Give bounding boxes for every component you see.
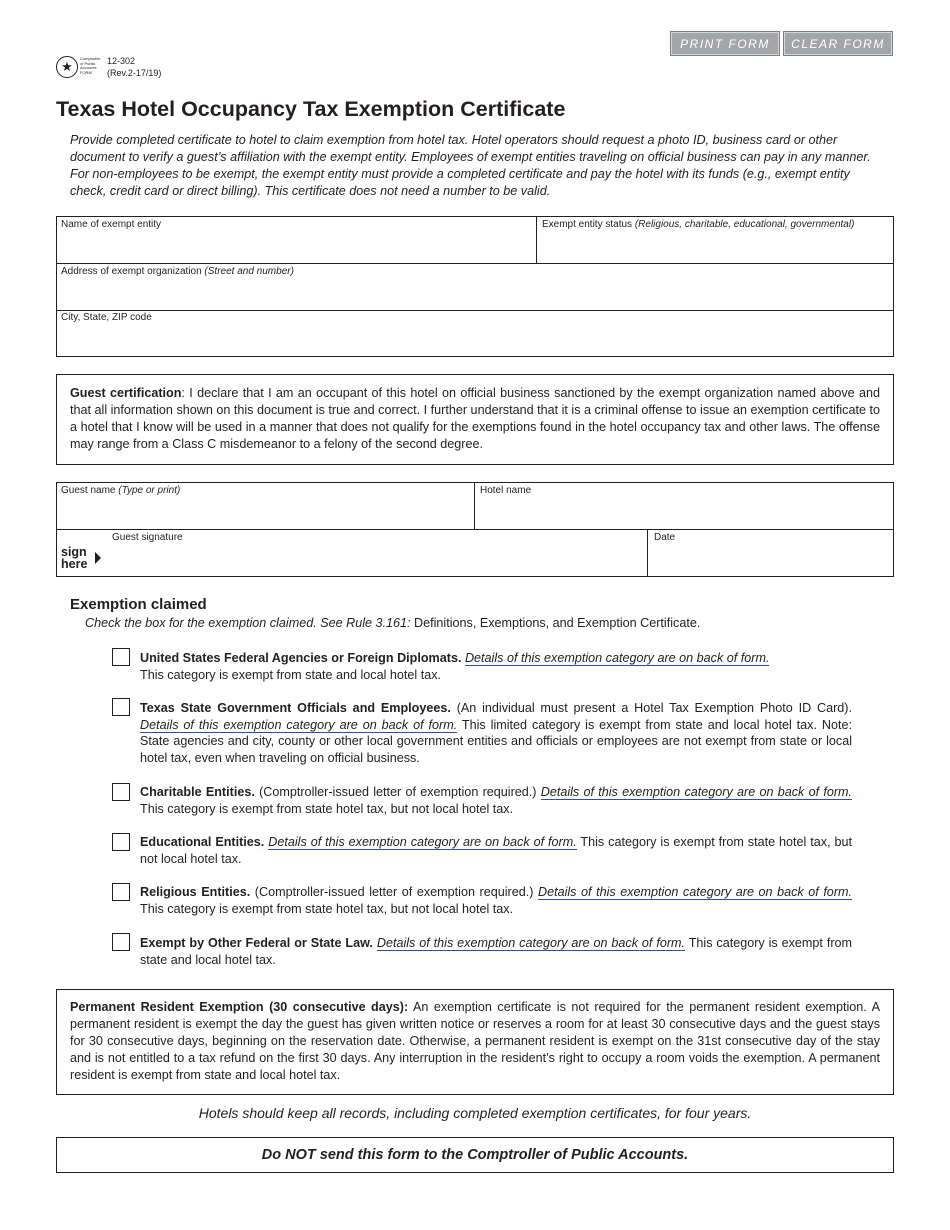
guest-certification-text <box>70 385 880 453</box>
details-link[interactable]: Details of this exemption category are on back of form. <box>268 835 577 849</box>
exemption-item-tail: This category is exempt from state and local hotel tax. <box>140 667 441 682</box>
exemption-item-post: This category is exempt from state and local hotel tax. <box>140 936 853 967</box>
hotel-name-label: Hotel name <box>480 485 532 496</box>
form-number <box>107 55 161 79</box>
guest-certification-body: : I declare that I am an occupant of this hotel on official business sanctioned by the exempt organization named above and that all information shown on this document is true and correct. I further understand that it is a criminal offense to issue an exemption certificate to a hotel that I know will be used in a manner that does not qualify for the exemptions found in the hotel occupancy tax and other laws. The offense may range from a Class C misdemeanor to a felony of the second degree. <box>70 386 880 451</box>
exemption-item-federal <box>140 650 852 683</box>
hotel-name-field[interactable] <box>475 498 893 528</box>
exemption-item-charitable <box>140 784 852 817</box>
address-field[interactable] <box>57 279 893 309</box>
entity-status-label <box>542 219 854 230</box>
exemption-item-post: This category is exempt from state hotel tax, but not local hotel tax. <box>140 901 514 916</box>
city-state-zip-field[interactable] <box>57 325 893 356</box>
checkbox-other-law[interactable] <box>112 933 130 951</box>
permanent-resident-body: An exemption certificate is not required for the permanent resident exemption. A permanent resident is exempt the day the guest has given written notice or reserves a room for at least 30 consecutive days and the guest stays for 30 consecutive days, beginning on the reservation date. Otherwise, a permanent resident is exempt on the 31st consecutive day of the stay and is not entitled to a tax refund on the first 30 days. Any interruption in the resident’s right to occupy a room voids the exemption. A permanent resident is exempt from state and local hotel tax. <box>70 1000 880 1082</box>
details-link[interactable]: Details of this exemption category are on back of form. <box>376 936 686 950</box>
entity-name-field[interactable] <box>57 232 535 262</box>
guest-name-hint: (Type or print) <box>118 485 181 496</box>
city-state-zip-label: City, State, ZIP code <box>61 312 152 323</box>
details-link[interactable]: Details of this exemption category are on back of form. <box>140 717 458 732</box>
record-keeping-note: Hotels should keep all records, including completed exemption certificates, for four years. <box>198 1105 752 1121</box>
guest-name-field[interactable] <box>57 498 473 528</box>
exemption-item-title: Educational Entities. <box>140 835 265 849</box>
comptroller-seal-icon: ★ <box>56 56 78 78</box>
form-revision: (Rev.2-17/19) <box>107 68 162 78</box>
details-link[interactable]: Details of this exemption category are on back of form. <box>464 651 770 665</box>
sign-here-arrow-icon <box>95 552 101 564</box>
permanent-resident-title: Permanent Resident Exemption (30 consecutive days): <box>70 1000 409 1014</box>
sign-here-marker <box>61 546 87 570</box>
exemption-item-other-law <box>140 935 852 968</box>
guest-signature-field[interactable] <box>104 545 646 576</box>
entity-name-label: Name of exempt entity <box>61 219 162 230</box>
details-link[interactable]: Details of this exemption category are on back of form. <box>540 785 853 799</box>
exemption-item-title: Religious Entities. <box>140 885 251 899</box>
guest-signature-label: Guest signature <box>112 532 183 543</box>
sign-here-line-1: sign <box>61 545 87 559</box>
guest-certification-title: Guest certification <box>70 386 182 400</box>
sign-here-line-2: here <box>61 557 88 571</box>
address-label-text: Address of exempt organization <box>61 266 202 277</box>
guest-name-label-text: Guest name <box>61 485 116 496</box>
details-link[interactable]: Details of this exemption category are on back of form. <box>537 885 852 899</box>
checkbox-charitable[interactable] <box>112 783 130 801</box>
exemption-item-pre: (An individual must present a Hotel Tax Exemption Photo ID Card). <box>450 701 852 715</box>
exemption-item-pre: (Comptroller-issued letter of exemption required.) <box>250 885 538 899</box>
exemption-item-religious <box>140 884 852 917</box>
intro-text: Provide completed certificate to hotel to claim exemption from hotel tax. Hotel operators should request a photo ID, business card or other document to verify a guest’s affiliation with the exempt entity. Employees of exempt entities traveling on official business can pay in any manner. For non-employees to be exempt, the exempt entity must provide a completed certificate and pay the hotel with its funds (e.g., exempt entity check, credit card or direct billing). This certificate does not need a number to be valid. <box>70 133 871 198</box>
checkbox-religious[interactable] <box>112 883 130 901</box>
exemption-item-post: This category is exempt from state hotel tax, but not local hotel tax. <box>140 801 514 816</box>
exemption-item-educational <box>140 834 852 867</box>
form-number-value: 12-302 <box>107 56 136 66</box>
address-label <box>61 266 294 277</box>
exemption-claimed-title: Exemption claimed <box>70 596 207 613</box>
exemption-item-pre: (Comptroller-issued letter of exemption required.) <box>254 785 541 799</box>
permanent-resident-text <box>70 999 880 1084</box>
exemption-subtitle-rest: Definitions, Exemptions, and Exemption Certificate. <box>410 616 701 630</box>
checkbox-educational[interactable] <box>112 833 130 851</box>
date-field[interactable] <box>648 545 893 576</box>
checkbox-state-officials[interactable] <box>112 698 130 716</box>
exemption-subtitle-italic: Check the box for the exemption claimed. See Rule 3.161: <box>85 616 411 630</box>
clear-form-button[interactable]: CLEAR FORM <box>783 31 893 56</box>
entity-status-hint: (Religious, charitable, educational, governmental) <box>634 219 855 230</box>
exemption-item-title: Charitable Entities. <box>140 785 255 799</box>
exemption-item-state-officials <box>140 700 852 767</box>
exemption-item-title: Exempt by Other Federal or State Law. <box>140 936 373 950</box>
exemption-claimed-subtitle <box>85 616 700 630</box>
entity-status-field[interactable] <box>537 232 893 262</box>
do-not-send-notice: Do NOT send this form to the Comptroller of Public Accounts. <box>56 1137 894 1173</box>
print-form-button[interactable]: PRINT FORM <box>670 31 780 56</box>
guest-name-label <box>61 485 180 496</box>
page-title: Texas Hotel Occupancy Tax Exemption Certificate <box>56 97 566 121</box>
seal-caption: Comptroller of Public Accounts FORM <box>80 56 101 75</box>
entity-status-label-text: Exempt entity status <box>542 219 633 230</box>
checkbox-federal-agencies[interactable] <box>112 648 130 666</box>
exemption-item-title: United States Federal Agencies or Foreign Diplomats. <box>140 651 462 665</box>
exemption-item-post: This category is exempt from state hotel tax, but not local hotel tax. <box>140 835 853 866</box>
exemption-item-post: This limited category is exempt from state and local hotel tax. Note: State agencies and city, county or other local government entities and officials or employees are not exempt from state or local hotel tax, even when traveling on official business. <box>140 717 852 766</box>
exemption-item-title: Texas State Government Officials and Employees. <box>140 701 451 715</box>
date-label: Date <box>654 532 676 543</box>
address-hint: (Street and number) <box>204 266 294 277</box>
